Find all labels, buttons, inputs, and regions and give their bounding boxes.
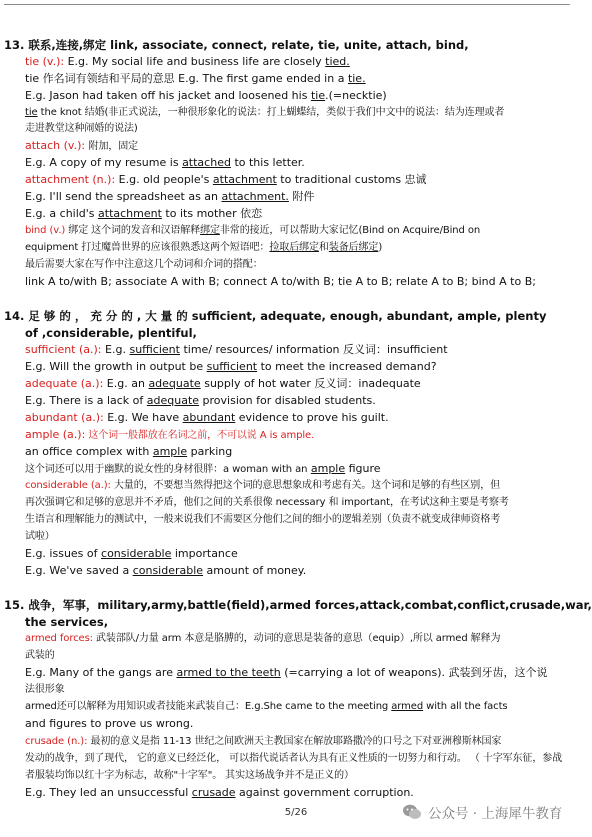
final-note-line: 最后需要大家在写作中注意这几个动词和介词的搭配： xyxy=(25,259,263,270)
crusade-line-2: 发动的战争，到了现代， 它的意义已经泛化， 可以指代说话者认为具有正义性质的一切努力和行动。 （ 十字军东征，参战 xyxy=(25,753,563,764)
growth-line: E.g. Will the growth in output be sufficient to meet the increased demand? xyxy=(25,360,437,373)
section-14-heading-2: of ,considerable, plentiful, xyxy=(25,326,197,340)
child-line: E.g. a child's attachment to its mother 依恋 xyxy=(25,207,263,220)
tie-verb-line: tie (v.): E.g. My social life and business life are closely tied. xyxy=(25,55,350,68)
considerable-line-4: 试啦） xyxy=(25,531,55,542)
wechat-icon xyxy=(402,802,422,822)
section-15-heading: 15. 战争，军事，military,army,battle(field),armed forces,attack,combat,conflict,crusade,war, xyxy=(4,598,592,612)
ample-line: ample (a.): 这个词一般都放在名词之前，不可以说 A is ample. xyxy=(25,428,315,441)
adequate-line: adequate (a.): E.g. an adequate supply of hot water 反义词：inadequate xyxy=(25,377,421,390)
section-14-heading: 14. 足 够 的 ， 充 分 的 , 大 量 的 sufficient, adequate, enough, abundant, ample, plenty xyxy=(4,309,547,323)
saved-line: E.g. We've saved a considerable amount of money. xyxy=(25,564,307,577)
attach-verb-line: attach (v.): 附加，固定 xyxy=(25,139,139,152)
bind-line-2: equipment 打过魔兽世界的应该很熟悉这两个短语吧：捡取后绑定和装备后绑定) xyxy=(25,242,383,253)
armed-forces-line-2: 武装的 xyxy=(25,650,55,661)
watermark xyxy=(402,799,562,825)
tie-noun-line: tie 作名词有领结和平局的意思 E.g. The first game ended in a tie. xyxy=(25,72,366,85)
gangs-line-2: 法很形象 xyxy=(25,684,65,695)
meeting-line-2: and figures to prove us wrong. xyxy=(25,717,194,730)
lack-line: E.g. There is a lack of adequate provision for disabled students. xyxy=(25,394,376,407)
figure-line: 这个词还可以用于幽默的说女性的身材很胖：a woman with an ample figure xyxy=(25,462,381,475)
tie-knot-line-2: 走进教堂这种闹婚的说法) xyxy=(25,123,138,134)
issues-line: E.g. issues of considerable importance xyxy=(25,547,238,560)
attachment-noun-line: attachment (n.): E.g. old people's attachment to traditional customs 忠诚 xyxy=(25,173,427,186)
abundant-line: abundant (a.): E.g. We have abundant evidence to prove his guilt. xyxy=(25,411,389,424)
tie-knot-line: tie the knot 结婚(非正式说法，一种很形象化的说法：打上蝴蝶结，类似于我们中文中的说法：结为连理或者 xyxy=(25,107,505,118)
resume-line: E.g. A copy of my resume is attached to this letter. xyxy=(25,156,305,169)
considerable-line: considerable (a.): 大量的，不要想当然得把这个词的意思想象成和考虑有关。这个词和足够的有些区别，但 xyxy=(25,480,501,491)
gangs-line: E.g. Many of the gangs are armed to the teeth (=carrying a lot of weapons). 武装到牙齿，这个说 xyxy=(25,666,548,679)
jason-line: E.g. Jason had taken off his jacket and loosened his tie.(=necktie) xyxy=(25,89,387,102)
crusade-line: crusade (n.): 最初的意义是指 11-13 世纪之间欧洲天主教国家在解放耶路撒冷的口号之下对亚洲穆斯林国家 xyxy=(25,736,502,747)
bind-line: bind (v.) 绑定 这个词的发音和汉语解释绑定非常的接近，可以帮助大家记忆(Bind on Acquire/Bind on xyxy=(25,225,481,236)
section-15-heading-2: the services, xyxy=(25,615,109,629)
considerable-line-2: 再次强调它和足够的意思并不矛盾，他们之间的关系很像 necessary 和 important，在考试这种主要是考察考 xyxy=(25,497,509,508)
considerable-line-3: 生语言和理解能力的测试中，一般来说我们不需要区分他们之间的细小的逻辑差别（负责不就变成律师资格考 xyxy=(25,514,501,525)
office-line: an office complex with ample parking xyxy=(25,445,233,458)
crusade-line-3: 者服装均饰以红十字为标志，故称"十字军"。 其实这场战争并不是正义的） xyxy=(25,770,354,781)
collocations-line: link A to/with B; associate A with B; connect A to/with B; tie A to B; relate A to B; bind A to B; xyxy=(25,275,536,288)
spreadsheet-line: E.g. I'll send the spreadsheet as an attachment. 附件 xyxy=(25,190,315,203)
armed-forces-line: armed forces: 武装部队/力量 arm 本意是胳膊的，动词的意思是装备的意思（equip）,所以 armed 解释为 xyxy=(25,633,501,644)
section-13-heading: 13. 联系,连接,绑定 link, associate, connect, relate, tie, unite, attach, bind, xyxy=(4,38,469,52)
top-rule xyxy=(4,4,570,5)
led-line: E.g. They led an unsuccessful crusade against government corruption. xyxy=(25,786,414,799)
page-number: 5/26 xyxy=(284,807,308,818)
watermark-text: 公众号 · 上海犀牛教育 xyxy=(428,806,563,822)
sufficient-line: sufficient (a.): E.g. sufficient time/ resources/ information 反义词：insufficient xyxy=(25,343,448,356)
meeting-line: armed还可以解释为用知识或者技能来武装自己：E.g.She came to the meeting armed with all the facts xyxy=(25,701,508,712)
